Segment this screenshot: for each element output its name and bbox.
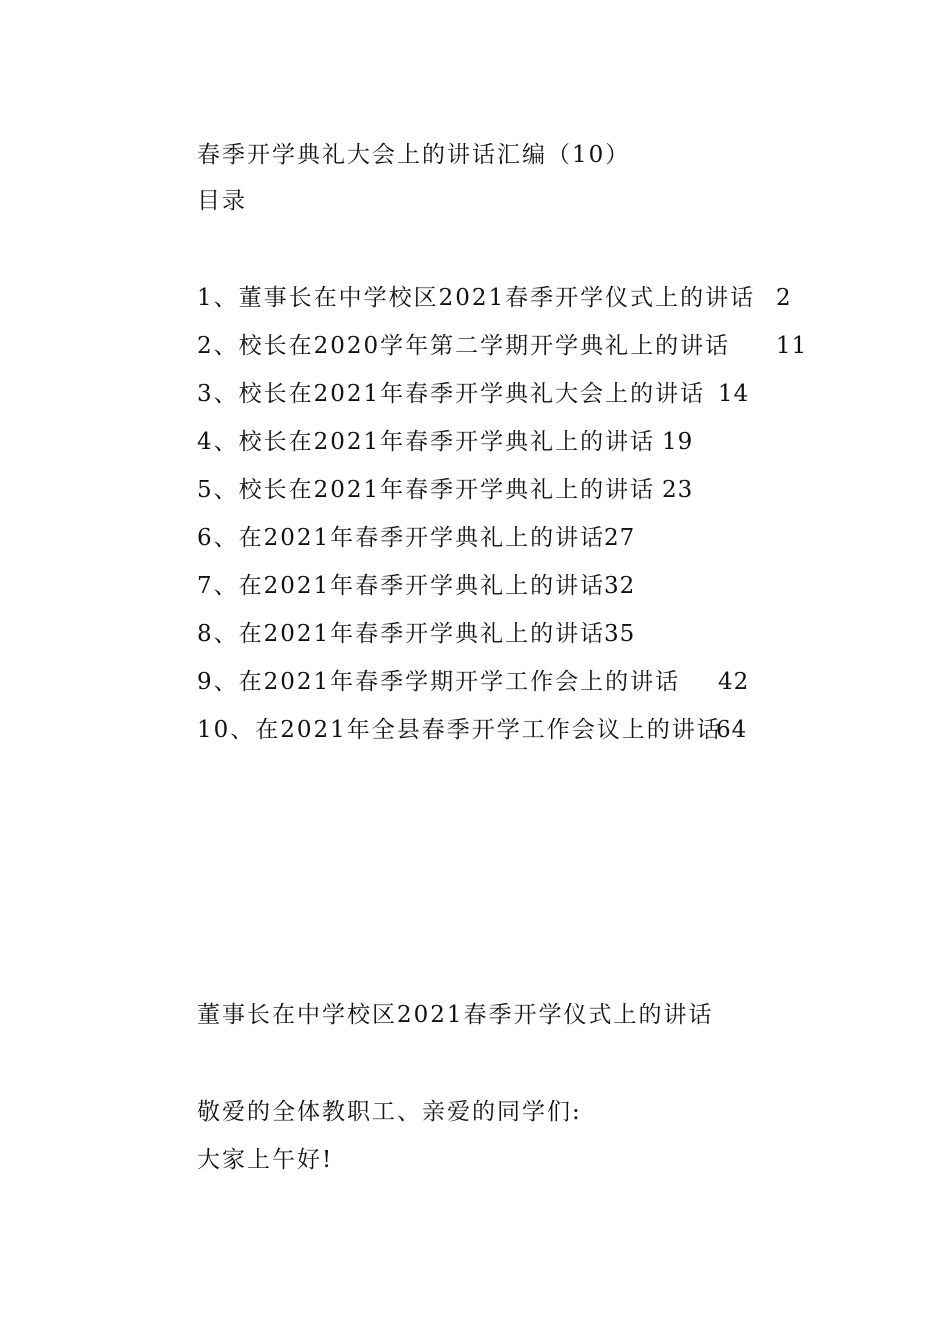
toc-item-8-text[interactable]: 8、在2021年春季开学典礼上的讲话 <box>197 621 606 647</box>
toc-item-5-page: 23 <box>662 477 694 503</box>
toc-item-10-text[interactable]: 10、在2021年全县春季开学工作会议上的讲话 <box>197 717 722 743</box>
toc-item-9-page: 42 <box>718 669 750 695</box>
toc-item-7-text[interactable]: 7、在2021年春季开学典礼上的讲话 <box>197 573 606 599</box>
toc-item-2-text[interactable]: 2、校长在2020学年第二学期开学典礼上的讲话 <box>197 333 731 359</box>
toc-item-6-page: 27 <box>604 525 636 551</box>
document-title: 春季开学典礼大会上的讲话汇编（10） <box>197 142 631 168</box>
toc-heading: 目录 <box>197 188 247 214</box>
toc-item-6-text[interactable]: 6、在2021年春季开学典礼上的讲话 <box>197 525 606 551</box>
toc-item-2-page: 11 <box>776 333 808 359</box>
toc-item-7-page: 32 <box>604 573 636 599</box>
toc-item-4-text[interactable]: 4、校长在2021年春季开学典礼上的讲话 <box>197 429 656 455</box>
toc-item-9-text[interactable]: 9、在2021年春季学期开学工作会上的讲话 <box>197 669 681 695</box>
toc-item-8-page: 35 <box>604 621 636 647</box>
toc-item-3-text[interactable]: 3、校长在2021年春季开学典礼大会上的讲话 <box>197 381 706 407</box>
toc-item-1-page: 2 <box>776 285 792 311</box>
section-title: 董事长在中学校区2021春季开学仪式上的讲话 <box>197 1002 714 1028</box>
toc-item-10-page: 64 <box>716 717 748 743</box>
toc-item-4-page: 19 <box>662 429 694 455</box>
greeting: 大家上午好! <box>197 1147 334 1173</box>
toc-item-3-page: 14 <box>718 381 750 407</box>
toc-item-5-text[interactable]: 5、校长在2021年春季开学典礼上的讲话 <box>197 477 656 503</box>
toc-item-1-text[interactable]: 1、董事长在中学校区2021春季开学仪式上的讲话 <box>197 285 756 311</box>
salutation: 敬爱的全体教职工、亲爱的同学们: <box>197 1099 582 1125</box>
